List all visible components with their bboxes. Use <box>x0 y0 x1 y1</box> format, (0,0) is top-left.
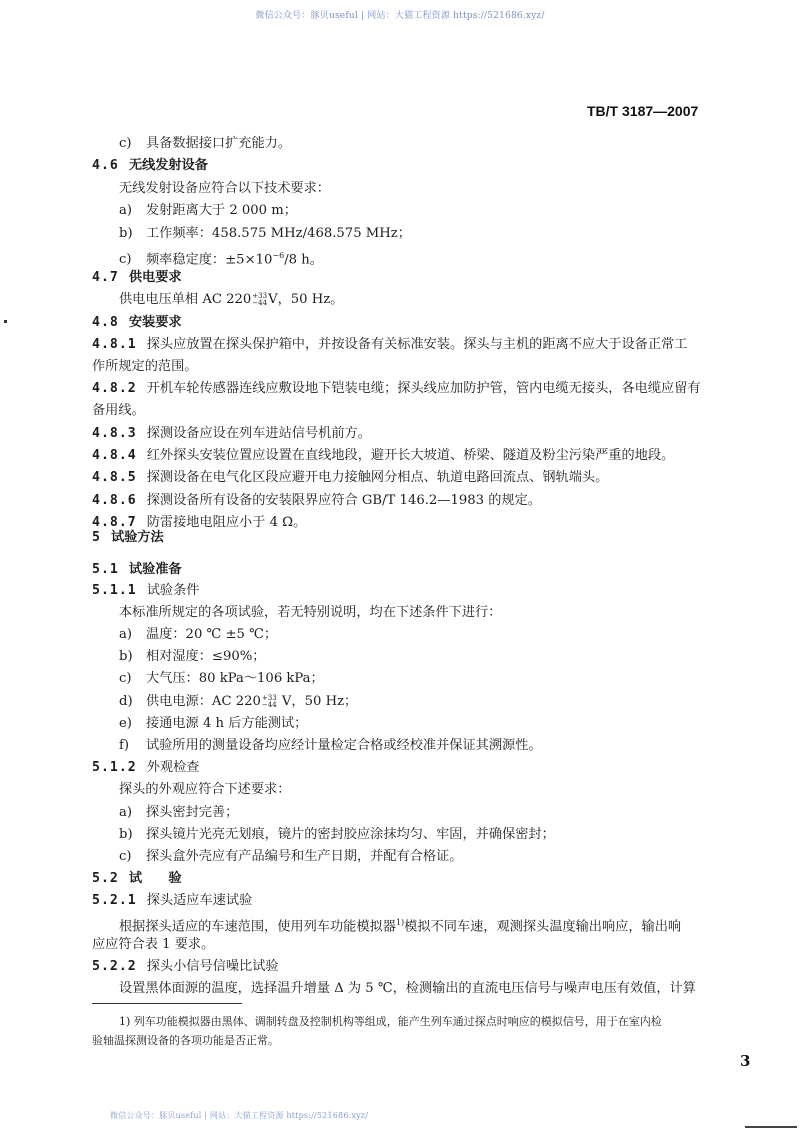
list-item: c) 探头盒外壳应有产品编号和生产日期，并配有合格证。 <box>119 849 463 864</box>
section-heading-4-7: 4.7 供电要求 <box>92 270 182 285</box>
list-item: e) 接通电源 4 h 后方能测试； <box>119 716 308 731</box>
clause-continuation: 作所规定的范围。 <box>92 359 198 374</box>
paragraph: 设置黑体面源的温度，选择温升增量 Δ 为 5 ℃，检测输出的直流电压信号与噪声电压有效值，计算 <box>119 981 696 996</box>
footnote-divider <box>92 1003 242 1004</box>
section-heading-5-1-1: 5.1.1 试验条件 <box>92 583 200 598</box>
watermark-bottom: 微信公众号：豚贝useful | 网站：大猫工程资源 https://521686.xyz/ <box>110 1111 369 1120</box>
page-number: 3 <box>740 1052 751 1070</box>
clause-4-8-7: 4.8.7 防雷接地电阻应小于 4 Ω。 <box>92 515 307 530</box>
standard-code: TB/T 3187—2007 <box>587 103 699 119</box>
list-item: a) 发射距离大于 2 000 m； <box>119 203 297 218</box>
list-item: c) 大气压：80 kPa～106 kPa； <box>119 671 324 686</box>
footnote-line-1: 1) 列车功能模拟器由黑体、调制转盘及控制机构等组成，能产生列车通过探点时响应的模拟信号，用于在室内检 <box>119 1015 662 1028</box>
section-heading-4-6: 4.6 无线发射设备 <box>92 158 208 173</box>
clause-4-8-3: 4.8.3 探测设备应设在列车进站信号机前方。 <box>92 426 371 441</box>
list-item: b) 探头镜片光亮无划痕，镜片的密封胶应涂抹均匀、牢固，并确保密封； <box>119 827 555 842</box>
footnote-line-2: 验轴温探测设备的各项功能是否正常。 <box>92 1034 279 1047</box>
clause-4-8-1: 4.8.1 探头应放置在探头保护箱中，并按设备有关标准安装。探头与主机的距离不应大于设备正常工 <box>92 337 688 352</box>
list-item: d) 供电电源：AC 220+33 −44 V，50 Hz； <box>119 693 358 709</box>
list-item: b) 相对湿度：≤90%； <box>119 649 266 664</box>
clause-4-8-6: 4.8.6 探测设备所有设备的安装限界应符合 GB/T 146.2—1983 的规定。 <box>92 493 541 508</box>
paragraph: 根据探头适应的车速范围，使用列车功能模拟器$^{1)}$模拟不同车速，观测探头温度输出响应，输出响 <box>119 918 682 935</box>
clause-4-8-5: 4.8.5 探测设备在电气化区段应避开电力接触网分相点、轨道电路回流点、钢轨端头。 <box>92 470 609 485</box>
clause-4-8-4: 4.8.4 红外探头安装位置应设置在直线地段，避开长大坡道、桥梁、隧道及粉尘污染严重的地段。 <box>92 448 675 463</box>
list-item: c) 具备数据接口扩充能力。 <box>119 136 292 151</box>
section-heading-4-8: 4.8 安装要求 <box>92 315 182 330</box>
section-heading-5-1: 5.1 试验准备 <box>92 562 182 577</box>
watermark-top: 微信公众号：豚贝useful | 网站：大猫工程资源 https://521686.xyz/ <box>255 11 545 21</box>
paragraph: 无线发射设备应符合以下技术要求： <box>119 181 330 196</box>
paragraph: 探头的外观应符合下述要求： <box>119 782 291 797</box>
paragraph: 本标准所规定的各项试验，若无特别说明，均在下述条件下进行： <box>119 605 502 620</box>
paragraph-continuation: 应应符合表 1 要求。 <box>92 937 215 952</box>
scan-edge-rule <box>745 1126 797 1128</box>
section-heading-5-2-1: 5.2.1 探头适应车速试验 <box>92 893 253 908</box>
list-item: c) 频率稳定度：$\pm 5\times 10^{-6}/8$ h。 <box>119 251 323 268</box>
section-heading-5: 5 试验方法 <box>92 530 164 545</box>
list-item: a) 温度：20 ℃ ±5 ℃； <box>119 627 278 642</box>
clause-continuation: 备用线。 <box>92 403 145 418</box>
section-heading-5-2-2: 5.2.2 探头小信号信噪比试验 <box>92 959 279 974</box>
clause-4-8-2: 4.8.2 开机车轮传感器连线应敷设地下铠装电缆；探头线应加防护管，管内电缆无接头，各电缆应留有 <box>92 381 701 396</box>
section-heading-5-1-2: 5.1.2 外观检查 <box>92 760 200 775</box>
footnote-ref[interactable]: 1) <box>395 918 405 927</box>
list-item: a) 探头密封完善； <box>119 805 239 820</box>
scan-artifact <box>4 320 7 323</box>
paragraph: 供电电压单相 AC 220+33 −44V，50 Hz。 <box>119 291 344 307</box>
list-item: b) 工作频率：458.575 MHz/468.575 MHz； <box>119 226 411 241</box>
section-heading-5-2: 5.2 试 验 <box>92 871 182 886</box>
list-item: f) 试验所用的测量设备均应经计量检定合格或经校准并保证其溯源性。 <box>119 738 542 753</box>
